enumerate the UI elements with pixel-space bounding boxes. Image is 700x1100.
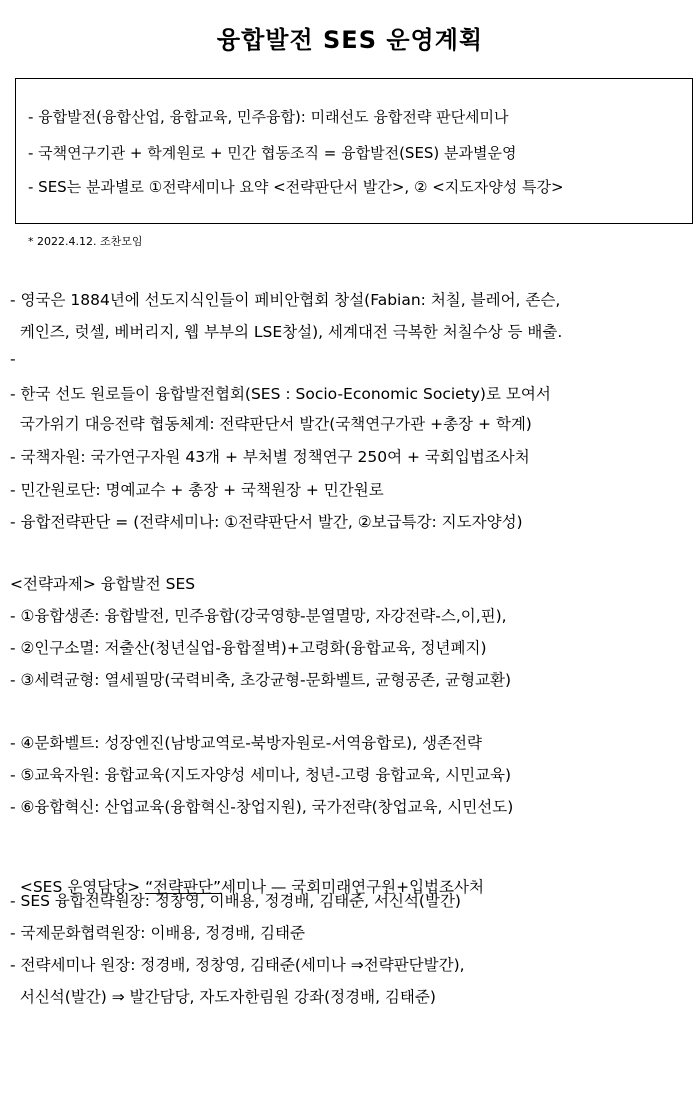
body-line-5: 국가위기 대응전략 협동체계: 전략판단서 발간(국책연구가관 +총장 + 학계) — [10, 415, 532, 433]
ses-header-suffix: 세미나 — 국회미래연구원+입법조사처 — [221, 878, 484, 896]
body-line-3: - — [10, 350, 16, 368]
summary-line-3: - SES는 분과별로 ①전략세미나 요약 <전략판단서 발간>, ② <지도자양성 특강> — [28, 178, 564, 196]
strategy-header: <전략과제> 융합발전 SES — [10, 575, 196, 593]
ses-line-1: - SES 융합전략원장: 정창영, 이배용, 정경배, 김태준, 서신석(발간) — [10, 892, 461, 910]
page-title: 융합발전 SES 운영계획 — [216, 26, 484, 54]
summary-line-1: - 융합발전(융합산업, 융합교육, 민주융합): 미래선도 융합전략 판단세미나 — [28, 108, 509, 126]
strategy-item-3: - ③세력균형: 열세필망(국력비축, 초강균형-문화벨트, 균형공존, 균형교환) — [10, 671, 512, 689]
body-line-6: - 국책자원: 국가연구자원 43개 + 부처별 정책연구 250여 + 국회입법조사처 — [10, 448, 530, 466]
body-line-1: - 영국은 1884년에 선도지식인들이 페비안협회 창설(Fabian: 처칠, 블레어, 존슨, — [10, 291, 561, 309]
ses-header-quoted: “전략판단” — [145, 878, 222, 896]
strategy-item-2: - ②인구소멸: 저출산(청년실업-융합절벽)+고령화(융합교육, 정년폐지) — [10, 639, 487, 657]
strategy-item-5: - ⑤교육자원: 융합교육(지도자양성 세미나, 청년-고령 융합교육, 시민교육) — [10, 766, 512, 784]
body-line-4: - 한국 선도 원로들이 융합발전협회(SES : Socio-Economic Society)로 모여서 — [10, 385, 551, 403]
summary-line-2: - 국책연구기관 + 학계원로 + 민간 협동조직 = 융합발전(SES) 분과별운영 — [28, 144, 517, 162]
date-note: * 2022.4.12. 조찬모임 — [28, 235, 143, 248]
body-line-7: - 민간원로단: 명예교수 + 총장 + 국책원장 + 민간원로 — [10, 481, 384, 499]
ses-line-3: - 전략세미나 원장: 정경배, 정창영, 김태준(세미나 ⇒전략판단발간), — [10, 956, 465, 974]
strategy-item-6: - ⑥융합혁신: 산업교육(융합혁신-창업지원), 국가전략(창업교육, 시민선도) — [10, 798, 514, 816]
ses-line-4: 서신석(발간) ⇒ 발간담당, 자도자한림원 강좌(정경배, 김태준) — [10, 988, 436, 1006]
body-line-2: 케인즈, 럿셀, 베버리지, 웹 부부의 LSE창설), 세계대전 극복한 처칠수상 등 배출. — [10, 323, 563, 341]
summary-box — [15, 78, 693, 224]
strategy-item-1: - ①융합생존: 융합발전, 민주융합(강국영향-분열멸망, 자강전략-스,이,핀), — [10, 607, 507, 625]
ses-line-2: - 국제문화협력원장: 이배용, 정경배, 김태준 — [10, 924, 305, 942]
body-line-8: - 융합전략판단 = (전략세미나: ①전략판단서 발간, ②보급특강: 지도자양성) — [10, 513, 523, 531]
strategy-item-4: - ④문화벨트: 성장엔진(남방교역로-북방자원로-서역융합로), 생존전략 — [10, 734, 482, 752]
ses-header-prefix: <SES 운영담당> — [19, 878, 146, 896]
